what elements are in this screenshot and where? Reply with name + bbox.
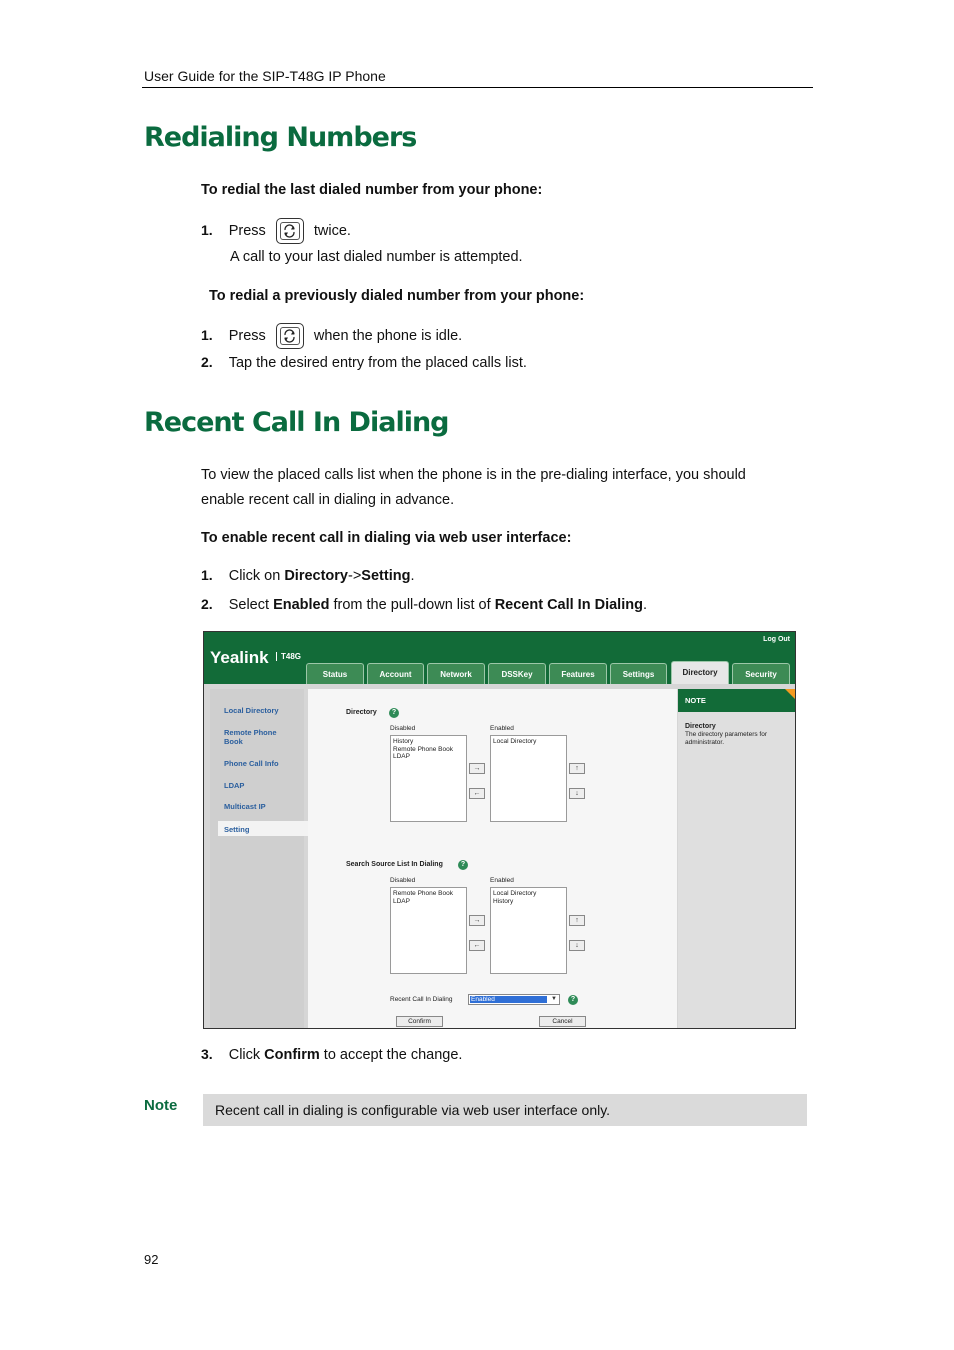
help-icon[interactable]: ? [458,860,468,870]
directory-disabled-list[interactable] [390,735,467,822]
step-text: Click [228,1047,265,1063]
step-text: when the phone is idle. [313,328,463,344]
note-corner-decoration [785,689,796,700]
nav-remote-phone-book[interactable]: Remote Phone Book [224,728,277,746]
step-number: 2. [201,354,213,370]
list-item[interactable]: History [393,738,414,745]
tab-status[interactable]: Status [306,663,364,684]
step-text: twice. [313,223,351,239]
move-up-button[interactable]: ↑ [569,915,585,926]
directory-label: Directory [346,709,377,716]
chevron-down-icon: ▼ [551,996,557,1002]
redial-key-icon [276,323,304,349]
enabled-label: Enabled [490,725,514,732]
disabled-label: Disabled [390,877,416,884]
recent-call-select[interactable] [468,994,560,1005]
list-item[interactable]: Remote Phone Book [393,890,453,897]
section-title-redialing: Redialing Numbers [144,122,417,153]
period: . [642,597,647,613]
arrow-text: -> [348,568,362,584]
list-item[interactable]: LDAP [393,897,410,905]
help-icon[interactable]: ? [568,995,578,1005]
tab-dsskey[interactable]: DSSKey [488,663,546,684]
nav-phone-call-info[interactable]: Phone Call Info [224,759,279,768]
search-source-label: Search Source List In Dialing [346,861,443,868]
step-text: Click on [228,568,285,584]
enable-step-3 [201,1046,462,1063]
tab-settings[interactable]: Settings [610,663,667,684]
step-number: 1. [201,222,213,238]
step-text: Press [228,328,266,344]
redial-last-subheading: To redial the last dialed number from your phone: [201,182,543,198]
search-enabled-list[interactable] [490,887,567,974]
nav-ldap[interactable]: LDAP [224,781,245,790]
note-text: The directory parameters for administrator. [685,731,768,746]
page-number: 92 [144,1252,159,1267]
move-left-button[interactable]: ← [469,940,485,951]
step-text: to accept the change. [319,1047,463,1063]
help-icon[interactable]: ? [389,708,399,718]
web-topbar [204,632,795,684]
enable-step-2 [201,596,647,613]
cancel-button[interactable]: Cancel [539,1016,586,1027]
enabled-label: Enabled [490,877,514,884]
move-right-button[interactable]: → [469,763,485,774]
menu-setting: Setting [361,568,411,584]
section-title-recent-call: Recent Call In Dialing [144,407,449,438]
note-title: Directory [685,723,716,730]
move-up-button[interactable]: ↑ [569,763,585,774]
redial-prev-step-2 [201,354,527,371]
disabled-label: Disabled [390,725,416,732]
enable-step-1 [201,567,414,584]
directory-enabled-list[interactable] [490,735,567,822]
option-enabled: Enabled [273,597,330,613]
list-item[interactable]: Remote Phone Book [393,745,453,753]
list-item[interactable]: LDAP [393,753,410,760]
nav-local-directory[interactable]: Local Directory [224,706,279,715]
button-confirm-ref: Confirm [264,1047,320,1063]
step-number: 1. [201,567,213,583]
recent-call-value: Enabled [470,996,547,1003]
intro-line-2: enable recent call in dialing in advance. [201,492,455,508]
step-text: Tap the desired entry from the placed calls list. [228,355,527,371]
step-number: 3. [201,1046,213,1062]
intro-line-1: To view the placed calls list when the phone is in the pre-dialing interface, you should [201,467,746,483]
enable-recent-subheading: To enable recent call in dialing via web user interface: [201,530,572,546]
recent-call-label: Recent Call In Dialing [390,996,453,1003]
move-right-button[interactable]: → [469,915,485,926]
nav-multicast-ip[interactable]: Multicast IP [224,802,266,811]
confirm-button[interactable]: Confirm [396,1016,443,1027]
list-item[interactable]: Local Directory [493,890,537,897]
tab-account[interactable]: Account [367,663,424,684]
field-recent-call: Recent Call In Dialing [494,597,643,613]
model-label: T48G [276,652,301,661]
note-label: Note [144,1097,178,1114]
menu-directory: Directory [284,568,348,584]
note-header: NOTE [678,689,796,712]
running-header: User Guide for the SIP-T48G IP Phone [144,68,386,84]
note-box: Recent call in dialing is configurable via web user interface only. [203,1094,807,1126]
tab-features[interactable]: Features [549,663,607,684]
web-ui-screenshot [203,631,796,1029]
search-disabled-list[interactable] [390,887,467,974]
redial-step-1-result: A call to your last dialed number is attempted. [230,249,523,265]
move-down-button[interactable]: ↓ [569,788,585,799]
nav-setting[interactable]: Setting [224,825,250,834]
redial-key-icon [276,218,304,244]
redial-previous-subheading: To redial a previously dialed number from your phone: [209,288,585,304]
step-number: 1. [201,327,213,343]
logout-link[interactable]: Log Out [763,636,790,643]
list-item[interactable]: History [493,897,514,905]
step-text: Press [228,223,266,239]
step-number: 2. [201,596,213,612]
note-pane [678,689,796,1029]
content-pane [308,689,677,1029]
list-item[interactable]: Local Directory [493,738,537,745]
tab-network[interactable]: Network [427,663,485,684]
step-text: from the pull-down list of [329,597,495,613]
redial-prev-step-1 [201,322,462,349]
step-text: Select [228,597,274,613]
yealink-logo: Yealink [210,648,269,667]
redial-step-1 [201,217,351,244]
period: . [410,568,415,584]
move-left-button[interactable]: ← [469,788,485,799]
left-nav [210,689,304,1029]
header-rule [142,87,813,88]
tab-directory[interactable]: Directory [671,661,729,684]
move-down-button[interactable]: ↓ [569,940,585,951]
tab-security[interactable]: Security [732,663,790,684]
